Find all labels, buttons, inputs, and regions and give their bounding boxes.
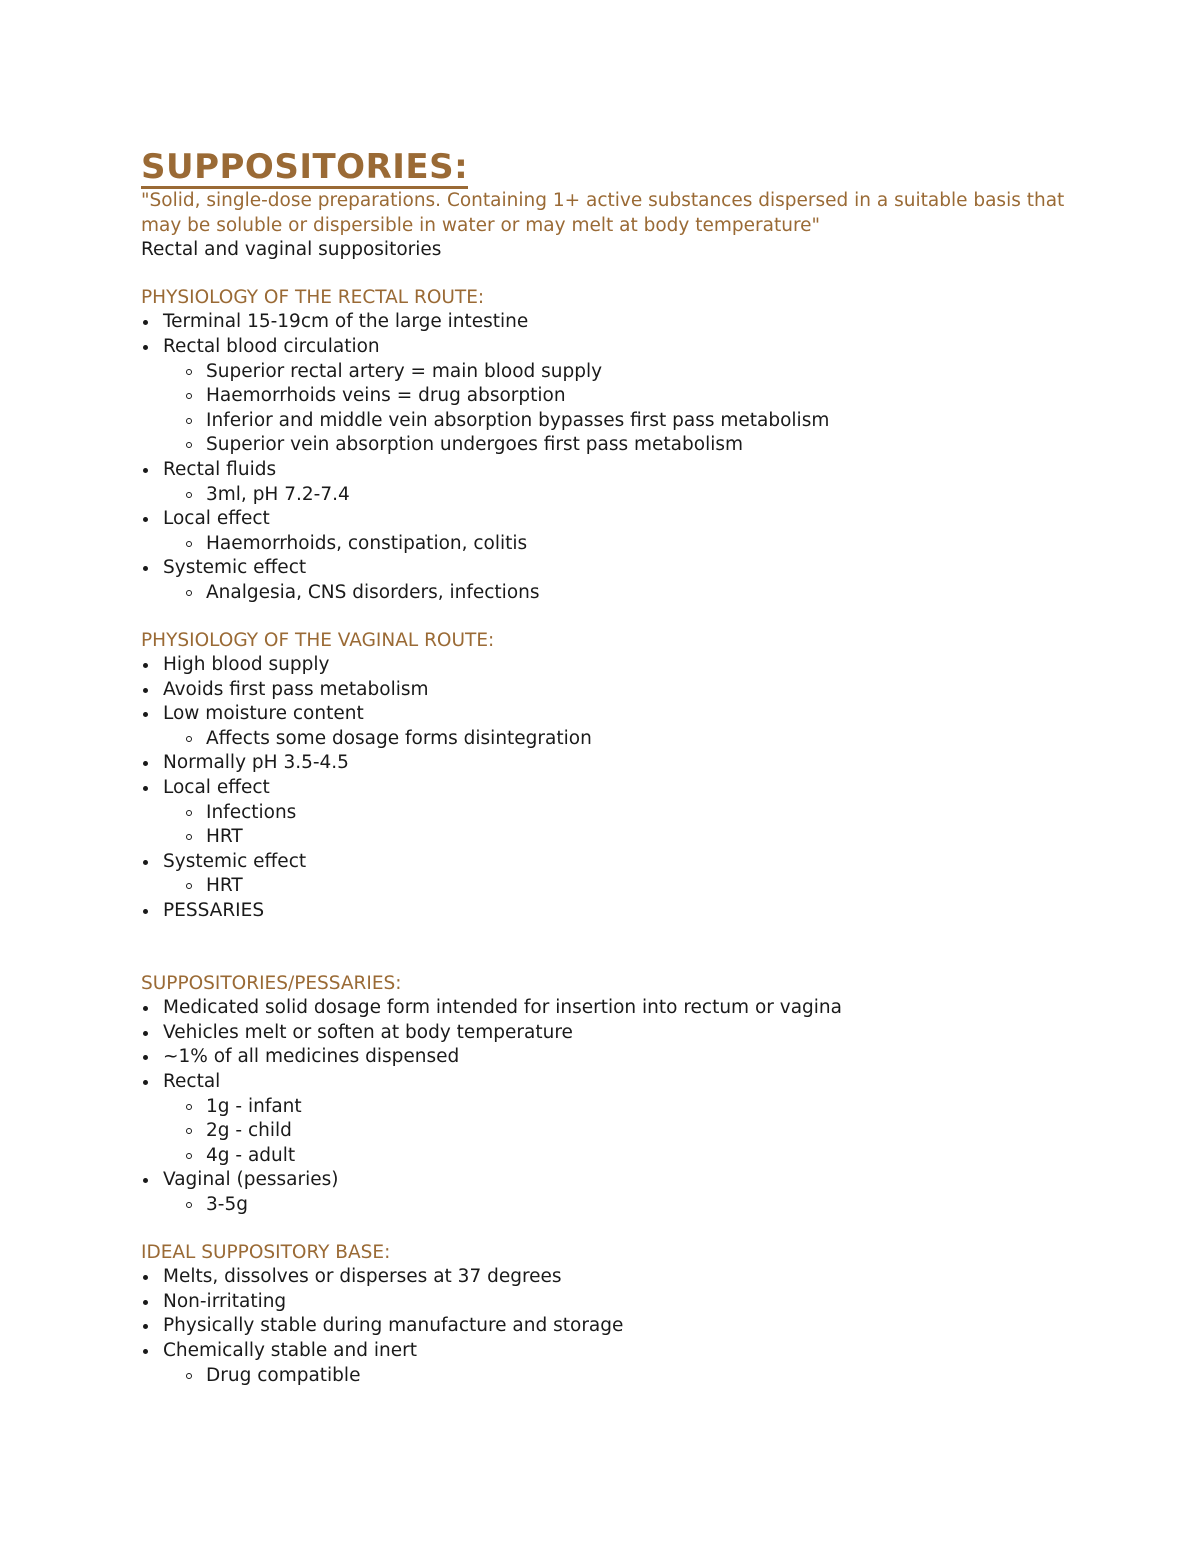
list-item: Normally pH 3.5-4.5 [141,751,1101,776]
sub-list-item: Superior vein absorption undergoes first pass metabolism [141,433,1101,458]
sub-list-item: 3-5g [141,1193,1101,1218]
sub-list-item: Superior rectal artery = main blood supply [141,360,1101,385]
bullet-list [141,310,1101,605]
sub-list-item: Inferior and middle vein absorption bypasses first pass metabolism [141,409,1101,434]
list-item: ~1% of all medicines dispensed [141,1045,1101,1070]
sub-list-item: HRT [141,874,1101,899]
list-item: Systemic effect [141,850,1101,875]
list-item: Chemically stable and inert [141,1339,1101,1364]
sub-list-item: Haemorrhoids, constipation, colitis [141,532,1101,557]
bullet-list [141,1265,1101,1388]
section-suppositories-pessaries [141,972,1101,1218]
definition-quote: "Solid, single-dose preparations. Containing 1+ active substances dispersed in a suitable basis that may be soluble or dispersible in water or may melt at body temperature" [141,190,1065,236]
list-item: Vehicles melt or soften at body temperature [141,1021,1101,1046]
subtitle: Rectal and vaginal suppositories [141,239,442,261]
document-page [141,148,1101,1388]
list-item: Local effect [141,507,1101,532]
list-item: Systemic effect [141,556,1101,581]
sub-list-item: Infections [141,801,1101,826]
sub-list-item: Affects some dosage forms disintegration [141,727,1101,752]
list-item: Non-irritating [141,1290,1101,1315]
sub-list-item: 2g - child [141,1119,1101,1144]
list-item: Melts, dissolves or disperses at 37 degrees [141,1265,1101,1290]
list-item: Rectal blood circulation [141,335,1101,360]
list-item: PESSARIES [141,899,1101,924]
list-item: Rectal fluids [141,458,1101,483]
list-item: Medicated solid dosage form intended for insertion into rectum or vagina [141,996,1101,1021]
sub-list-item: 1g - infant [141,1095,1101,1120]
page-title: SUPPOSITORIES: [141,147,469,187]
sub-list-item: Analgesia, CNS disorders, infections [141,581,1101,606]
section-heading: IDEAL SUPPOSITORY BASE: [141,1241,391,1263]
list-item: Terminal 15-19cm of the large intestine [141,310,1101,335]
list-item: Low moisture content [141,702,1101,727]
section-heading: PHYSIOLOGY OF THE RECTAL ROUTE: [141,286,485,308]
list-item: Vaginal (pessaries) [141,1168,1101,1193]
bullet-list [141,996,1101,1217]
list-item: Rectal [141,1070,1101,1095]
sub-list-item: 4g - adult [141,1144,1101,1169]
sub-list-item: 3ml, pH 7.2-7.4 [141,483,1101,508]
bullet-list [141,653,1101,924]
section-heading: SUPPOSITORIES/PESSARIES: [141,972,402,994]
section-heading: PHYSIOLOGY OF THE VAGINAL ROUTE: [141,629,495,651]
list-item: Avoids first pass metabolism [141,678,1101,703]
sub-list-item: HRT [141,825,1101,850]
list-item: Physically stable during manufacture and storage [141,1314,1101,1339]
section-ideal-base [141,1241,1101,1389]
section-rectal-route [141,286,1101,606]
sub-list-item: Haemorrhoids veins = drug absorption [141,384,1101,409]
section-vaginal-route [141,629,1101,924]
list-item: Local effect [141,776,1101,801]
sub-list-item: Drug compatible [141,1364,1101,1389]
list-item: High blood supply [141,653,1101,678]
